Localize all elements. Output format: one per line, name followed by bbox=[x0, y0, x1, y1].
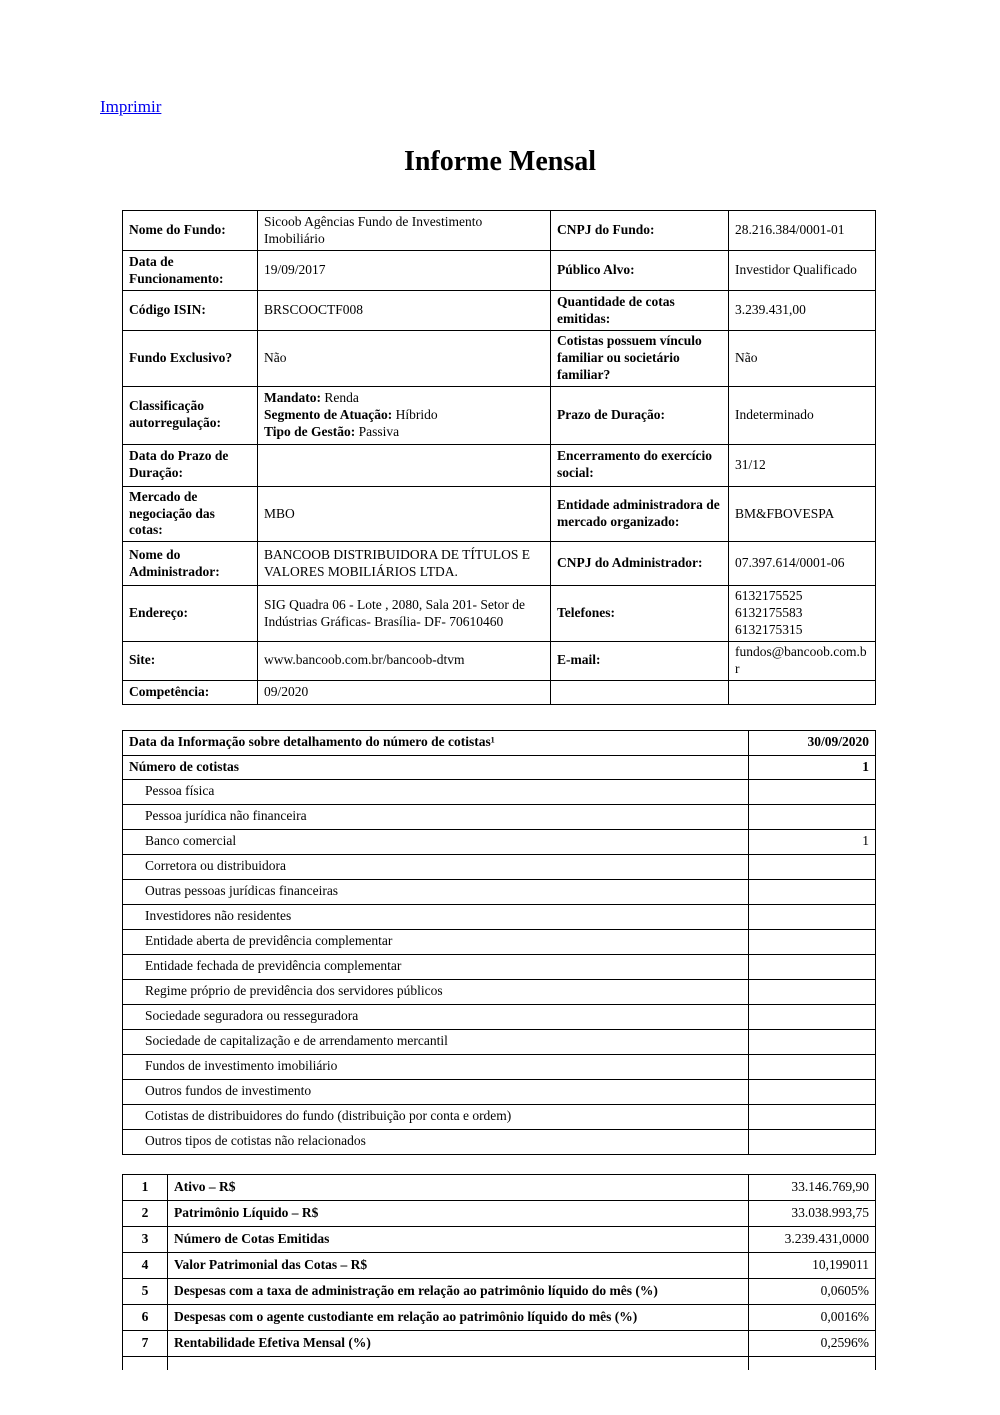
table-row bbox=[123, 291, 876, 331]
field-value: fundos@bancoob.com.br bbox=[729, 641, 876, 680]
cotista-row bbox=[123, 954, 876, 979]
metric-row bbox=[123, 1330, 876, 1356]
cotista-category-label: Sociedade seguradora ou resseguradora bbox=[123, 1004, 749, 1029]
cotista-category-label: Sociedade de capitalização e de arrendamento mercantil bbox=[123, 1029, 749, 1054]
cotista-count bbox=[749, 1129, 876, 1154]
metric-row bbox=[123, 1304, 876, 1330]
field-value: 07.397.614/0001-06 bbox=[729, 542, 876, 586]
metric-value bbox=[749, 1356, 876, 1370]
metric-row bbox=[123, 1278, 876, 1304]
metric-number: 1 bbox=[123, 1174, 168, 1200]
cotista-count bbox=[749, 854, 876, 879]
cotista-row bbox=[123, 1129, 876, 1154]
table-row bbox=[123, 251, 876, 291]
field-label bbox=[551, 680, 729, 704]
cotista-category-label: Regime próprio de previdência dos servidores públicos bbox=[123, 979, 749, 1004]
field-value: BM&FBOVESPA bbox=[729, 486, 876, 542]
field-value bbox=[729, 680, 876, 704]
metric-value: 0,2596% bbox=[749, 1330, 876, 1356]
field-label: Prazo de Duração: bbox=[551, 386, 729, 444]
cotistas-total-row bbox=[123, 755, 876, 779]
metric-number bbox=[123, 1356, 168, 1370]
cotista-row bbox=[123, 879, 876, 904]
field-value: 19/09/2017 bbox=[258, 251, 551, 291]
field-label: Fundo Exclusivo? bbox=[123, 331, 258, 387]
field-value: 28.216.384/0001-01 bbox=[729, 211, 876, 251]
cotista-count bbox=[749, 1004, 876, 1029]
cotista-category-label: Banco comercial bbox=[123, 829, 749, 854]
table-row bbox=[123, 331, 876, 387]
cotista-row bbox=[123, 854, 876, 879]
field-value: MBO bbox=[258, 486, 551, 542]
cotista-category-label: Pessoa jurídica não financeira bbox=[123, 804, 749, 829]
field-label: Encerramento do exercício social: bbox=[551, 444, 729, 486]
cotista-count bbox=[749, 804, 876, 829]
field-value: BRSCOOCTF008 bbox=[258, 291, 551, 331]
cotista-count bbox=[749, 979, 876, 1004]
field-label: Classificação autorregulação: bbox=[123, 386, 258, 444]
metric-value: 33.146.769,90 bbox=[749, 1174, 876, 1200]
metric-label: Rentabilidade Efetiva Mensal (%) bbox=[168, 1330, 749, 1356]
table-row bbox=[123, 586, 876, 642]
print-link[interactable]: Imprimir bbox=[100, 97, 162, 116]
table-row bbox=[123, 680, 876, 704]
cotista-count bbox=[749, 1029, 876, 1054]
field-value bbox=[729, 586, 876, 642]
metrics-table bbox=[122, 1174, 876, 1371]
phone-number: 6132175583 bbox=[735, 605, 803, 621]
cotista-category-label: Cotistas de distribuidores do fundo (distribuição por conta e ordem) bbox=[123, 1104, 749, 1129]
cotista-count bbox=[749, 1079, 876, 1104]
cotistas-total-label: Número de cotistas bbox=[123, 755, 749, 779]
metric-value: 3.239.431,0000 bbox=[749, 1226, 876, 1252]
cotista-row bbox=[123, 979, 876, 1004]
cotista-category-label: Corretora ou distribuidora bbox=[123, 854, 749, 879]
table-row bbox=[123, 542, 876, 586]
cotista-category-label: Investidores não residentes bbox=[123, 904, 749, 929]
metric-row bbox=[123, 1174, 876, 1200]
gestao-value: Passiva bbox=[358, 423, 400, 439]
metric-label: Número de Cotas Emitidas bbox=[168, 1226, 749, 1252]
field-value: SIG Quadra 06 - Lote , 2080, Sala 201- Setor de Indústrias Gráficas- Brasília- DF- 70610460 bbox=[258, 586, 551, 642]
field-label: Público Alvo: bbox=[551, 251, 729, 291]
classification-line bbox=[264, 424, 544, 441]
cotistas-table bbox=[122, 730, 876, 1155]
field-value: Não bbox=[729, 331, 876, 387]
cotistas-header-date: 30/09/2020 bbox=[749, 730, 876, 755]
field-label: Mercado de negociação das cotas: bbox=[123, 486, 258, 542]
cotista-category-label: Outras pessoas jurídicas financeiras bbox=[123, 879, 749, 904]
field-label: Telefones: bbox=[551, 586, 729, 642]
segmento-label: Segmento de Atuação: bbox=[264, 406, 393, 422]
field-label: Cotistas possuem vínculo familiar ou societário familiar? bbox=[551, 331, 729, 387]
metric-number: 6 bbox=[123, 1304, 168, 1330]
metric-value: 33.038.993,75 bbox=[749, 1200, 876, 1226]
field-value: www.bancoob.com.br/bancoob-dtvm bbox=[258, 641, 551, 680]
table-row bbox=[123, 211, 876, 251]
field-value: 3.239.431,00 bbox=[729, 291, 876, 331]
cotistas-total-value: 1 bbox=[749, 755, 876, 779]
cotista-category-label: Outros fundos de investimento bbox=[123, 1079, 749, 1104]
field-label: Quantidade de cotas emitidas: bbox=[551, 291, 729, 331]
metric-label: Despesas com a taxa de administração em relação ao patrimônio líquido do mês (%) bbox=[168, 1278, 749, 1304]
field-label: Data de Funcionamento: bbox=[123, 251, 258, 291]
phone-number: 6132175525 bbox=[735, 588, 803, 604]
field-label: Código ISIN: bbox=[123, 291, 258, 331]
table-row bbox=[123, 386, 876, 444]
field-label: Nome do Fundo: bbox=[123, 211, 258, 251]
cotista-row bbox=[123, 1079, 876, 1104]
metric-number: 5 bbox=[123, 1278, 168, 1304]
cotista-count bbox=[749, 779, 876, 804]
fund-info-table bbox=[122, 210, 876, 705]
metric-value: 0,0016% bbox=[749, 1304, 876, 1330]
document-content bbox=[122, 210, 878, 1370]
cotista-row bbox=[123, 929, 876, 954]
metric-number: 4 bbox=[123, 1252, 168, 1278]
cotista-count bbox=[749, 929, 876, 954]
field-value: 09/2020 bbox=[258, 680, 551, 704]
page-title: Informe Mensal bbox=[403, 146, 597, 177]
cotista-row bbox=[123, 804, 876, 829]
gestao-label: Tipo de Gestão: bbox=[264, 423, 356, 439]
field-value: 31/12 bbox=[729, 444, 876, 486]
cotista-count bbox=[749, 904, 876, 929]
cotistas-header-row bbox=[123, 730, 876, 755]
metric-row bbox=[123, 1252, 876, 1278]
cotista-row bbox=[123, 829, 876, 854]
cotista-category-label: Pessoa física bbox=[123, 779, 749, 804]
field-label: Data do Prazo de Duração: bbox=[123, 444, 258, 486]
mandato-label: Mandato: bbox=[264, 389, 321, 405]
cotista-row bbox=[123, 779, 876, 804]
metric-label: Valor Patrimonial das Cotas – R$ bbox=[168, 1252, 749, 1278]
mandato-value: Renda bbox=[324, 389, 359, 405]
metric-label: Patrimônio Líquido – R$ bbox=[168, 1200, 749, 1226]
field-label: E-mail: bbox=[551, 641, 729, 680]
field-label: Entidade administradora de mercado organizado: bbox=[551, 486, 729, 542]
cotista-row bbox=[123, 1104, 876, 1129]
field-value: Investidor Qualificado bbox=[729, 251, 876, 291]
metric-number: 3 bbox=[123, 1226, 168, 1252]
field-value: Indeterminado bbox=[729, 386, 876, 444]
field-value bbox=[258, 386, 551, 444]
field-label: Competência: bbox=[123, 680, 258, 704]
field-label: CNPJ do Fundo: bbox=[551, 211, 729, 251]
cotista-count bbox=[749, 879, 876, 904]
metric-row bbox=[123, 1226, 876, 1252]
metric-number: 7 bbox=[123, 1330, 168, 1356]
classification-line bbox=[264, 407, 544, 424]
cotista-category-label: Entidade fechada de previdência complementar bbox=[123, 954, 749, 979]
cotista-row bbox=[123, 904, 876, 929]
field-value: Sicoob Agências Fundo de Investimento Imobiliário bbox=[258, 211, 551, 251]
field-label: Nome do Administrador: bbox=[123, 542, 258, 586]
metric-label: Ativo – R$ bbox=[168, 1174, 749, 1200]
cotista-count bbox=[749, 954, 876, 979]
field-value bbox=[258, 444, 551, 486]
cotista-count bbox=[749, 1104, 876, 1129]
segmento-value: Híbrido bbox=[395, 406, 438, 422]
metric-row bbox=[123, 1200, 876, 1226]
metric-label bbox=[168, 1356, 749, 1370]
table-row bbox=[123, 641, 876, 680]
cotista-count: 1 bbox=[749, 829, 876, 854]
cotistas-header-label: Data da Informação sobre detalhamento do número de cotistas¹ bbox=[123, 730, 749, 755]
cotista-row bbox=[123, 1004, 876, 1029]
cotista-row bbox=[123, 1054, 876, 1079]
field-label: CNPJ do Administrador: bbox=[551, 542, 729, 586]
cotista-category-label: Fundos de investimento imobiliário bbox=[123, 1054, 749, 1079]
field-label: Site: bbox=[123, 641, 258, 680]
metric-row-partial bbox=[123, 1356, 876, 1370]
phone-number: 6132175315 bbox=[735, 622, 803, 637]
metric-value: 0,0605% bbox=[749, 1278, 876, 1304]
cotista-count bbox=[749, 1054, 876, 1079]
classification-line bbox=[264, 390, 544, 407]
metric-label: Despesas com o agente custodiante em relação ao patrimônio líquido do mês (%) bbox=[168, 1304, 749, 1330]
cotista-row bbox=[123, 1029, 876, 1054]
field-label: Endereço: bbox=[123, 586, 258, 642]
cotista-category-label: Outros tipos de cotistas não relacionados bbox=[123, 1129, 749, 1154]
table-row bbox=[123, 486, 876, 542]
metric-number: 2 bbox=[123, 1200, 168, 1226]
metric-value: 10,199011 bbox=[749, 1252, 876, 1278]
field-value: Não bbox=[258, 331, 551, 387]
field-value: BANCOOB DISTRIBUIDORA DE TÍTULOS E VALORES MOBILIÁRIOS LTDA. bbox=[258, 542, 551, 586]
table-row bbox=[123, 444, 876, 486]
cotista-category-label: Entidade aberta de previdência complementar bbox=[123, 929, 749, 954]
